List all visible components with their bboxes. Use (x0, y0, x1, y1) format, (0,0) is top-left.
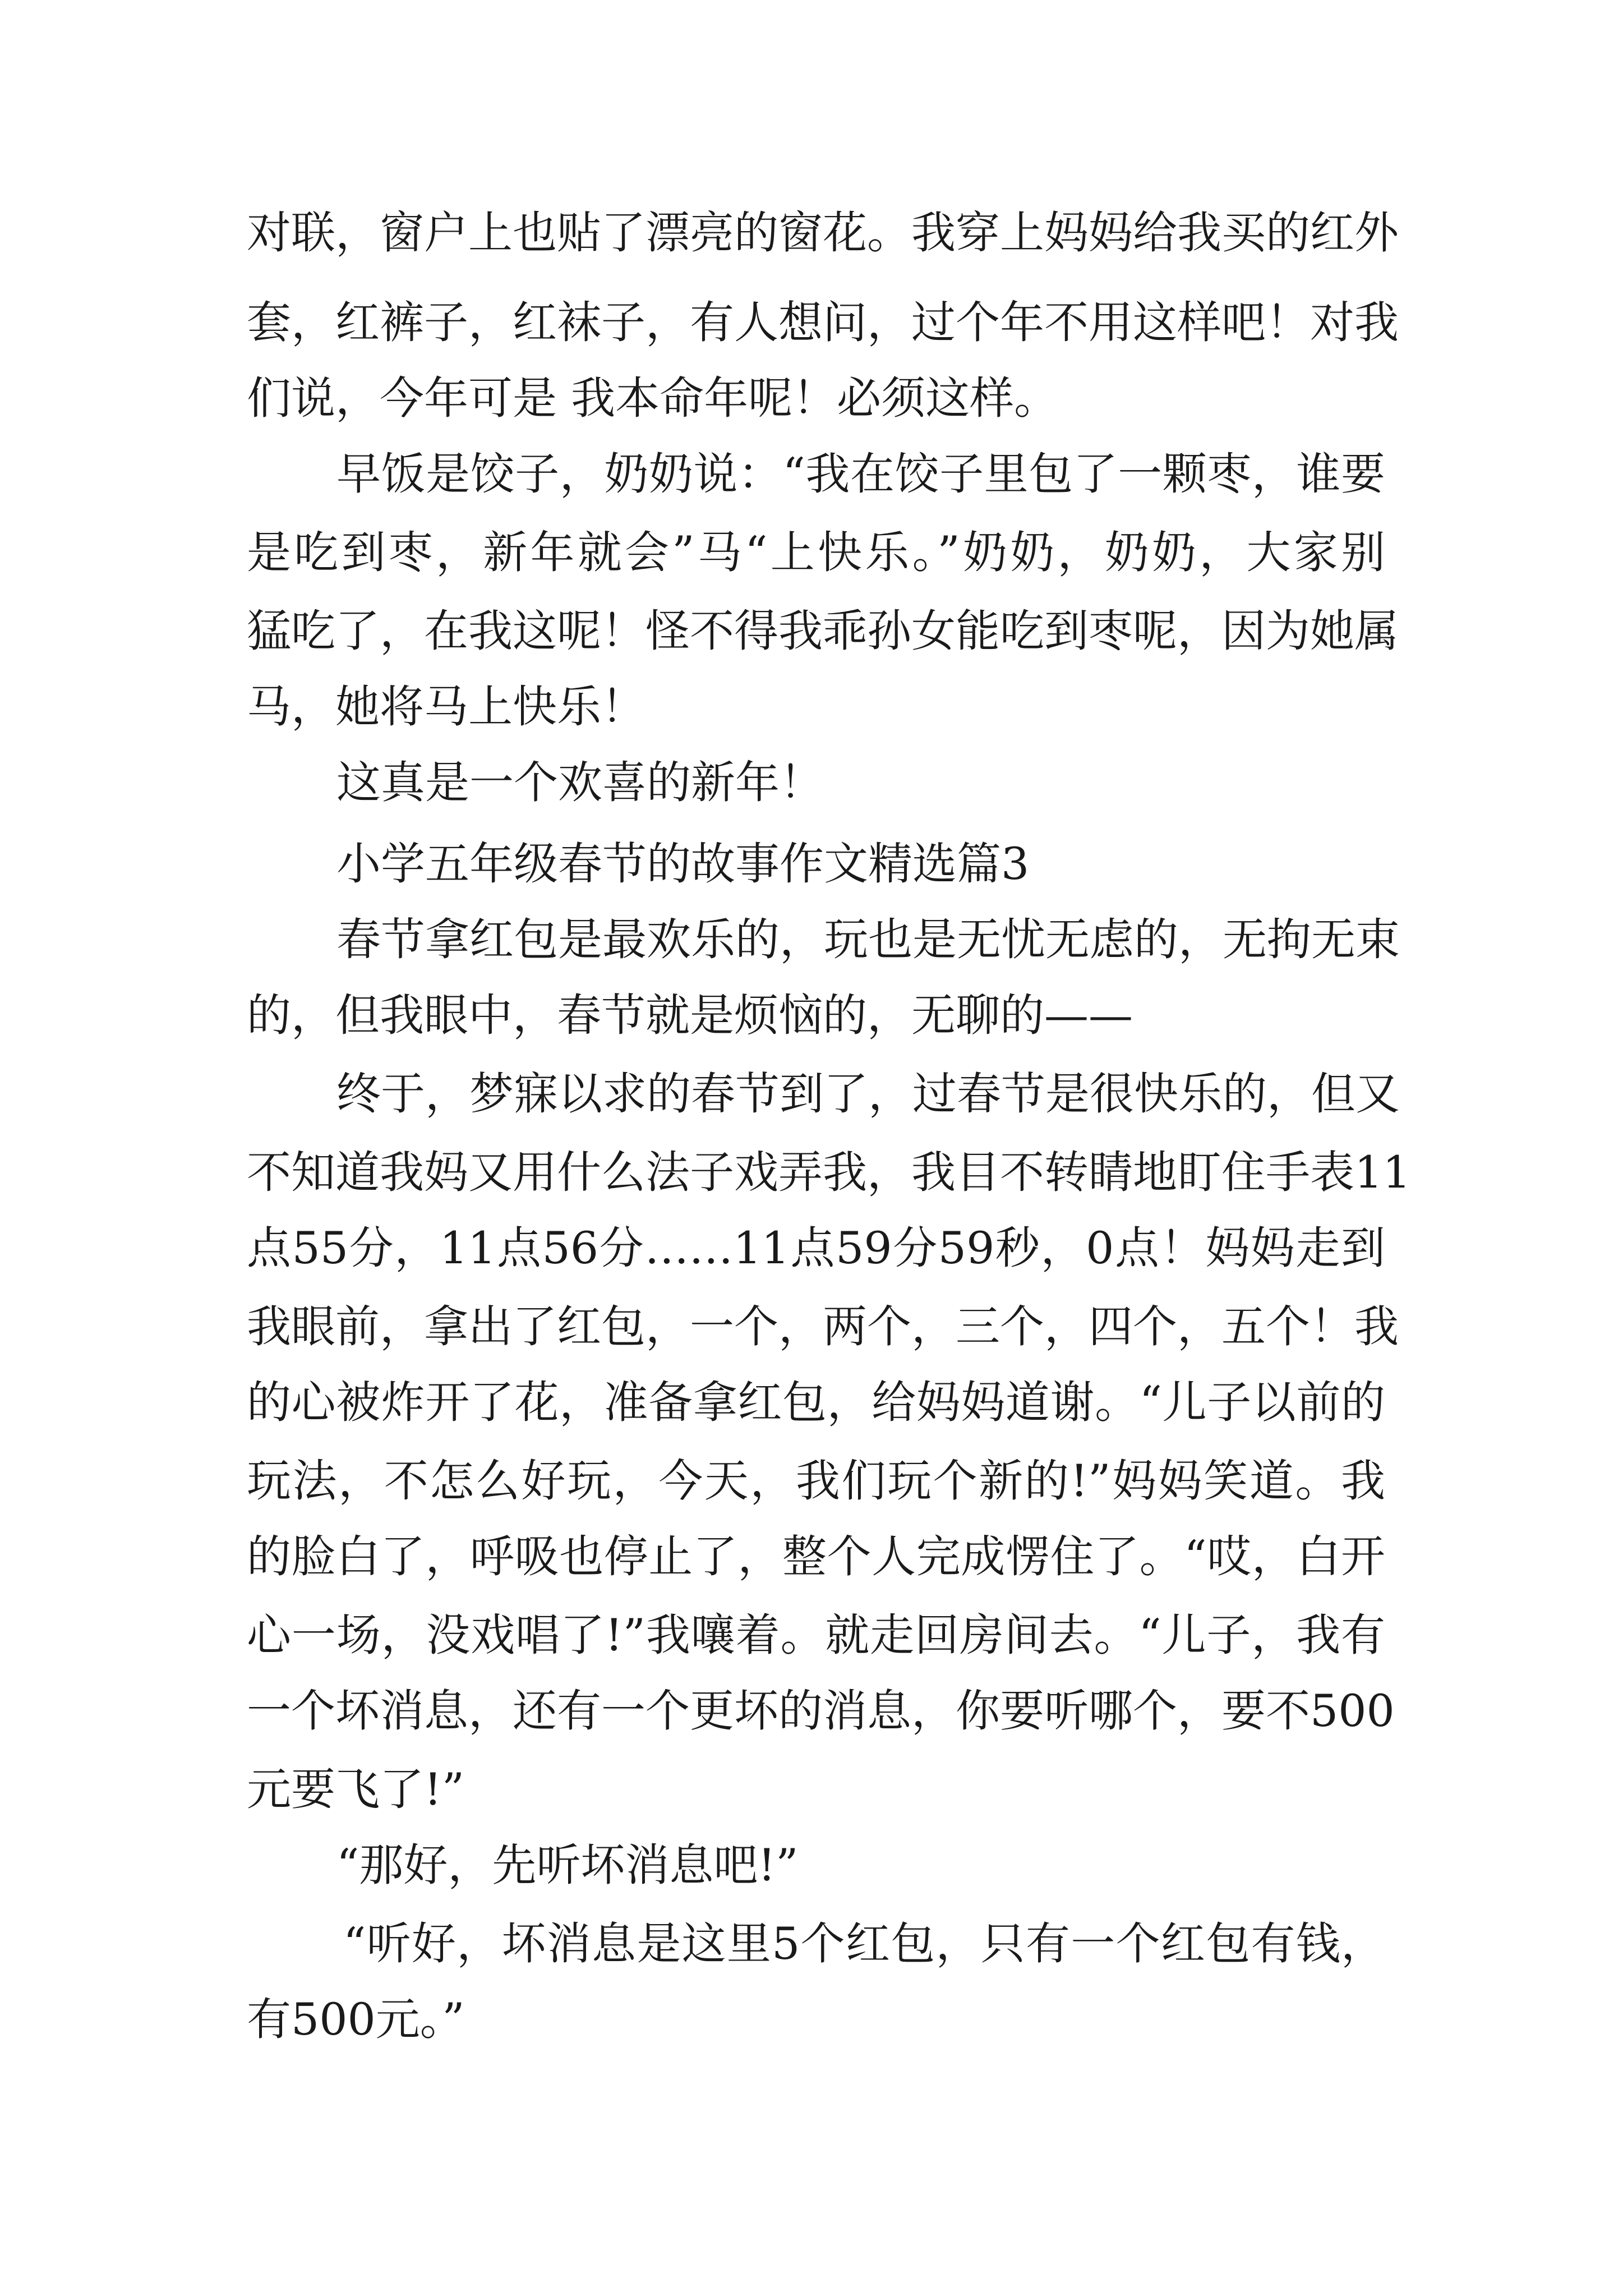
text-line: 对联，窗户上也贴了漂亮的窗花。我穿上妈妈给我买的红外 (247, 207, 1399, 259)
text-line: “听好，坏消息是这里5个红包，只有一个红包有钱， (343, 1918, 1385, 1970)
text-line: 的心被炸开了花，准备拿红包，给妈妈道谢。“儿子以前的 (247, 1377, 1385, 1428)
text-line: 有500元。” (247, 1994, 465, 2045)
text-line: 马，她将马上快乐！ (247, 681, 645, 733)
text-line: 我眼前，拿出了红包，一个，两个，三个，四个，五个！我 (247, 1301, 1399, 1352)
text-line: 点55分，11点56分……11点59分59秒，0点！妈妈走到 (247, 1222, 1385, 1274)
text-line: 这真是一个欢喜的新年！ (336, 757, 824, 808)
text-line: 的脸白了，呼吸也停止了，整个人完成愣住了。“哎，白开 (247, 1531, 1385, 1582)
text-line: 是吃到枣，新年就会”马“上快乐。”奶奶，奶奶，大家别 (247, 527, 1385, 578)
text-line: 的，但我眼中，春节就是烦恼的，无聊的—— (247, 990, 1133, 1041)
text-line: 终于，梦寐以求的春节到了，过春节是很快乐的，但又 (336, 1068, 1400, 1120)
text-line: 们说，今年可是 我本命年呢！必须这样。 (247, 372, 1059, 424)
text-line: 不知道我妈又用什么法子戏弄我，我目不转睛地盯住手表11 (247, 1147, 1411, 1198)
text-line: 早饭是饺子，奶奶说：“我在饺子里包了一颗枣，谁要 (336, 448, 1385, 500)
text-line: 一个坏消息，还有一个更坏的消息，你要听哪个，要不500 (247, 1685, 1395, 1737)
text-line: “那好，先听坏消息吧!” (336, 1839, 799, 1891)
text-line: 心一场，没戏唱了!”我嚷着。就走回房间去。“儿子，我有 (247, 1609, 1385, 1661)
text-line: 元要飞了!” (247, 1764, 465, 1815)
text-line: 玩法，不怎么好玩，今天，我们玩个新的!”妈妈笑道。我 (247, 1455, 1385, 1507)
text-line: 套，红裤子，红袜子，有人想问，过个年不用这样吧！对我 (247, 297, 1399, 348)
text-line: 猛吃了，在我这呢！怪不得我乖孙女能吃到枣呢，因为她属 (247, 605, 1399, 657)
section-heading: 小学五年级春节的故事作文精选篇3 (336, 838, 1030, 890)
text-line: 春节拿红包是最欢乐的，玩也是无忧无虑的，无拘无束 (336, 914, 1400, 965)
